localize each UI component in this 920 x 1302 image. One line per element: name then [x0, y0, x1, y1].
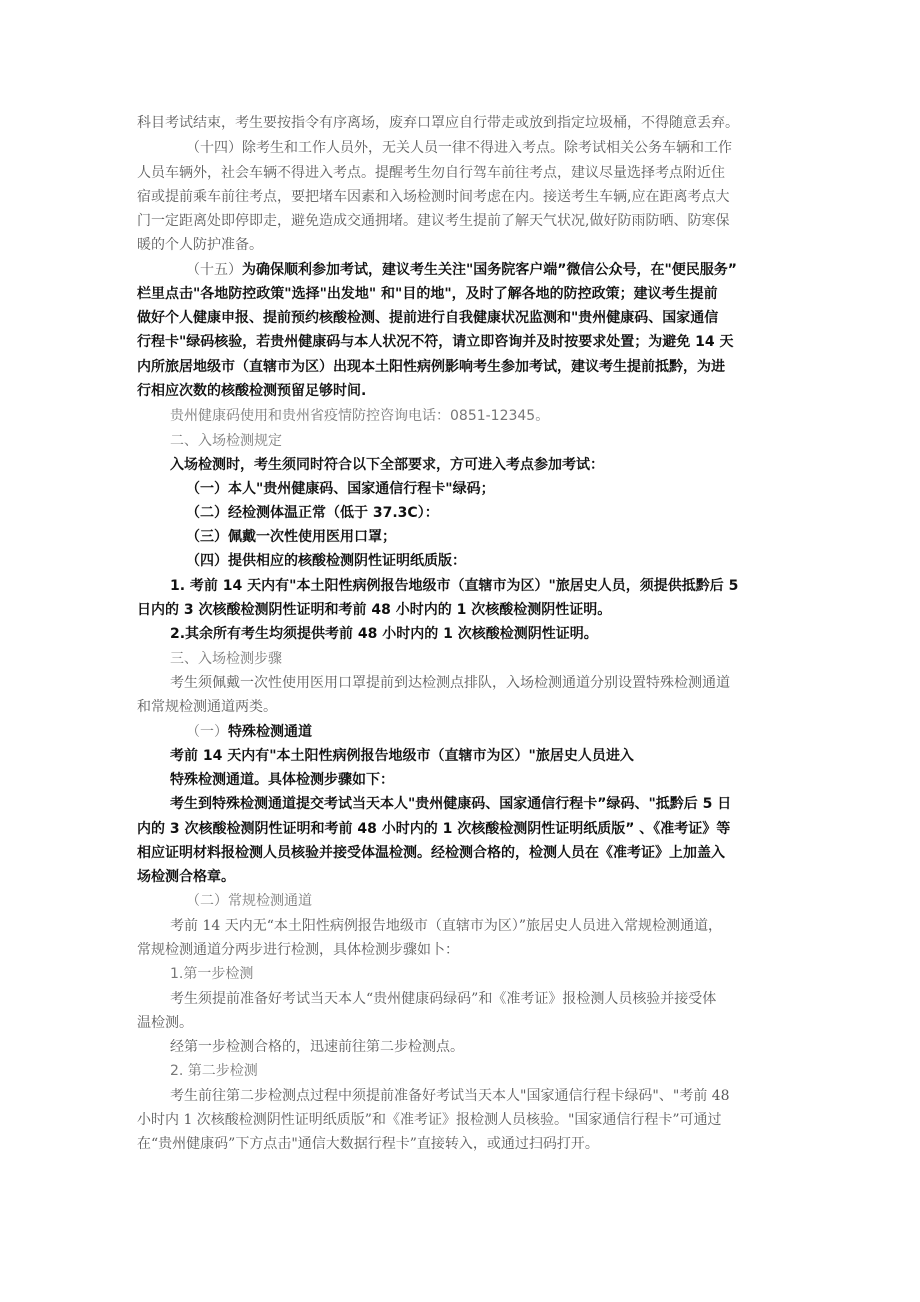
- requirement-item: （一）本人"贵州健康码、国家通信行程卡"绿码；: [186, 481, 495, 497]
- text-line: 科目考试结束，考生要按指令有序离场，废弃口罩应自行带走或放到指定垃圾桶，不得随意丢弃。: [137, 115, 739, 131]
- step-heading: 1.第一步检测: [170, 966, 254, 982]
- text-line: 考生前往第二步检测点过程中须提前准备好考试当天本人"国家通信行程卡绿码"、"考前 48: [170, 1088, 730, 1104]
- text-line: 行程卡"绿码核验，若贵州健康码与本人状况不符，请立即咨询并及时按要求处置；为避免 14 天: [137, 334, 734, 350]
- text-line: 考生到特殊检测通道提交考试当天本人"贵州健康码、国家通信行程卡”绿码、"抵黔后 5 日: [170, 796, 732, 812]
- step-heading: 2. 第二步检测: [170, 1063, 258, 1079]
- text-line: 1. 考前 14 天内有"本土阳性病例报告地级市（直辖市为区）"旅居史人员，须提供抵黔后 5: [170, 578, 739, 594]
- text-line: 人员车辆外，社会车辆不得进入考点。提醒考生勿自行驾车前往考点，建议尽量选择考点附近住: [137, 165, 725, 181]
- text-line: 宿或提前乘车前往考点，要把堵车因素和入场检测时间考虑在内。接送考生车辆,应在距离考点大: [137, 189, 730, 205]
- text-line: 内所旅居地级市（直辖市为区）出现本土阳性病例影响考生参加考试，建议考生提前抵黔，为进: [137, 359, 725, 375]
- paragraph-label: （十五）: [186, 262, 242, 278]
- requirement-item: （三）佩戴一次性使用医用口罩；: [186, 529, 396, 545]
- section-heading: 三、入场检测步骤: [170, 651, 282, 667]
- text-line: 考生须提前准备好考试当天本人“贵州健康码绿码”和《准考证》报检测人员核验并接受体: [170, 991, 717, 1007]
- text-line: 入场检测时，考生须同时符合以下全部要求，方可进入考点参加考试：: [170, 457, 604, 473]
- text-line: 门一定距离处即停即走，避免造成交通拥堵。建议考生提前了解天气状况,做好防雨防晒、防寒保: [137, 213, 730, 229]
- text-line: 行相应次数的核酸检测预留足够时间.: [137, 383, 367, 399]
- text-line: 温检测。: [137, 1015, 193, 1031]
- emphasis-text: 为确保顺利参加考试，建议考生关注"国务院客户端”微信公众号，在"便民服务”: [242, 262, 737, 278]
- subsection-label: （一）: [186, 724, 228, 740]
- subsection-heading: [186, 720, 312, 745]
- text-line: 相应证明材料报检测人员核验并接受体温检测。经检测合格的，检测人员在《准考证》上加盖入: [137, 845, 725, 861]
- text-line: 常规检测通道分两步进行检测，具体检测步骤如卜：: [137, 942, 459, 958]
- requirement-item: （四）提供相应的核酸检测阴性证明纸质版：: [186, 553, 466, 569]
- text-line: （十四）除考生和工作人员外，无关人员一律不得进入考点。除考试相关公务车辆和工作: [186, 140, 732, 156]
- text-line: 2.其余所有考生均须提供考前 48 小时内的 1 次核酸检测阴性证明。: [170, 626, 598, 642]
- text-line: 小时内 1 次核酸检测阴性证明纸质版”和《准考证》报检测人员核验。"国家通信行程卡”可通过: [137, 1112, 722, 1128]
- text-line: 考生须佩戴一次性使用医用口罩提前到达检测点排队，入场检测通道分别设置特殊检测通道: [170, 675, 730, 691]
- text-line: 内的 3 次核酸检测阴性证明和考前 48 小时内的 1 次核酸检测阴性证明纸质版” 、《准考证》等: [137, 821, 731, 837]
- text-line: 在“贵州健康码”下方点击"通信大数据行程卡”直接转入，或通过扫码打开。: [137, 1136, 599, 1152]
- subsection-heading: （二）常规检测通道: [186, 893, 312, 909]
- hotline-text: 贵州健康码使用和贵州省疫情防控咨询电话：0851-12345。: [170, 408, 550, 424]
- text-line: 和常规检测通道两类。: [137, 699, 277, 715]
- text-line: 经第一步检测合格的，迅速前往第二步检测点。: [170, 1039, 464, 1055]
- requirement-item: （二）经检测体温正常（低于 37.3C）：: [186, 505, 439, 521]
- text-line: 日内的 3 次核酸检测阴性证明和考前 48 小时内的 1 次核酸检测阴性证明。: [137, 602, 612, 618]
- text-line: 场检测合格章。: [137, 869, 235, 885]
- text-line: 暖的个人防护准备。: [137, 237, 263, 253]
- text-line: 做好个人健康申报、提前预约核酸检测、提前进行自我健康状况监测和"贵州健康码、国家通信: [137, 310, 719, 326]
- text-line: 栏里点击"各地防控政策"选择"出发地" 和"目的地"，及时了解各地的防控政策；建议考生提前: [137, 286, 718, 302]
- text-line: 特殊检测通道。具体检测步骤如下：: [170, 772, 394, 788]
- subsection-title: 特殊检测通道: [228, 724, 312, 740]
- text-line: 考前 14 天内有"本土阳性病例报告地级市（直辖市为区）"旅居史人员进入: [170, 748, 634, 764]
- text-line: 考前 14 天内无“本土阳性病例报告地级市（直辖市为区）”旅居史人员进入常规检测通道，: [170, 918, 723, 934]
- section-heading: 二、入场检测规定: [170, 433, 282, 449]
